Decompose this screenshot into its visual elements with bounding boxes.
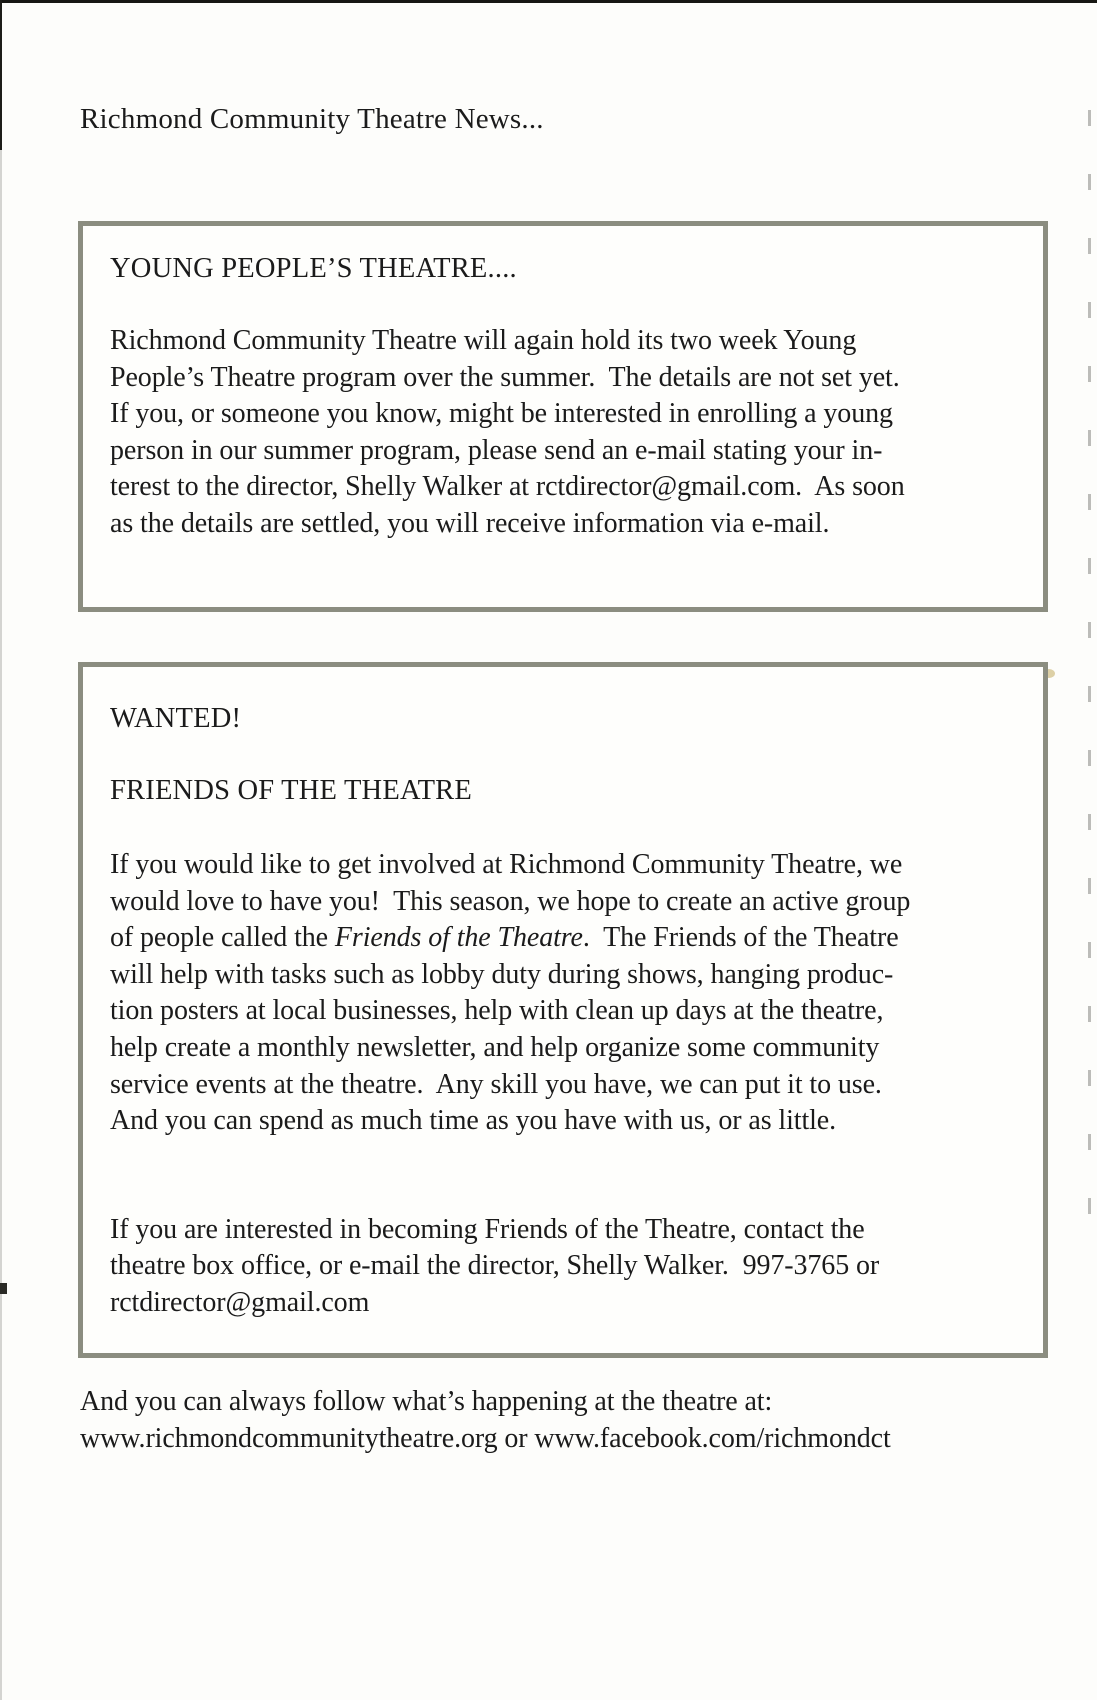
- young-peoples-theatre-heading: YOUNG PEOPLE’S THEATRE....: [110, 253, 517, 284]
- young-peoples-theatre-paragraph: Richmond Community Theatre will again hold its two week Young People’s Theatre program over the summer. The details are not set yet. If you, or someone you know, might be interested in enrolling a young person in our summer program, please send an e-mail stating your in- terest to the director, Shelly Walker at rctdirector@gmail.com. As soon as the details are settled, you will receive information via e-mail.: [110, 325, 905, 539]
- friends-of-the-theatre-paragraph: If you would like to get involved at Richmond Community Theatre, we would love to have you! This season, we hope to create an active group of people called the Friends of the Theatre. The Friends of the Theatre will help with tasks such as lobby duty during shows, hanging produc- tion posters at local businesses, help with clean up days at the theatre, help create a monthly newsletter, and help organize some community service events at the theatre. Any skill you have, we can put it to use. And you can spend as much time as you have with us, or as little.: [110, 849, 911, 1137]
- friends-contact-paragraph: If you are interested in becoming Friends of the Theatre, contact the theatre box office, or e-mail the director, Shelly Walker. 997-3765 or rctdirector@gmail.com: [110, 1213, 880, 1318]
- scan-edge-left-dark-artifact: [0, 0, 2, 150]
- friends-of-the-theatre-heading: FRIENDS OF THE THEATRE: [110, 775, 472, 806]
- scan-edge-left-faint-artifact: [0, 0, 2, 1700]
- young-peoples-theatre-box: [78, 221, 1048, 612]
- scan-edge-right-dashes-artifact: [1088, 110, 1091, 1260]
- footer-follow-text: And you can always follow what’s happening at the theatre at: www.richmondcommunitytheatre.org or www.facebook.com/richmondct: [80, 1386, 891, 1454]
- wanted-heading: WANTED!: [110, 703, 242, 734]
- page-header-title: Richmond Community Theatre News...: [80, 103, 544, 135]
- scan-left-tick-artifact: [0, 1283, 7, 1294]
- wanted-box: [78, 662, 1048, 1358]
- scan-edge-top-artifact: [0, 0, 1097, 3]
